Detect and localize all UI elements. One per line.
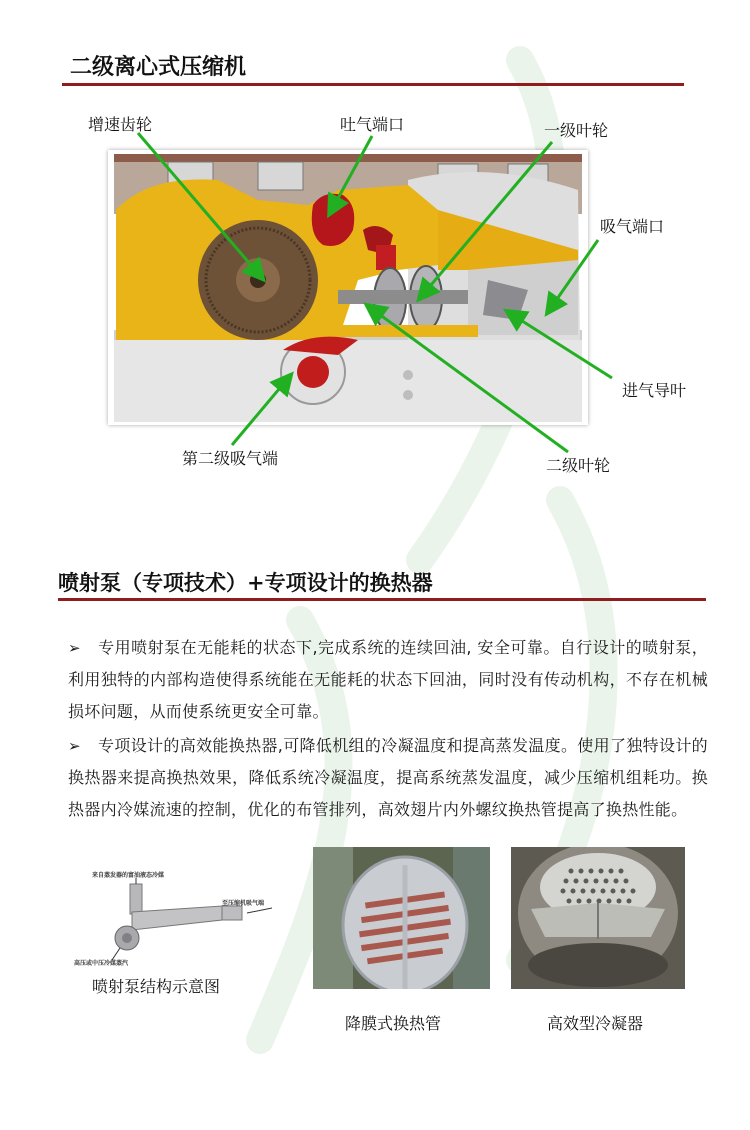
label-suction-port: 吸气端口 (600, 217, 665, 236)
label-impeller-1: 一级叶轮 (544, 121, 609, 140)
caption-ejector: 喷射泵结构示意图 (92, 977, 221, 996)
bullet-paragraph-2: ➢ 专项设计的高效能换热器,可降低机组的冷凝温度和提高蒸发温度。使用了独特设计的换热器来提高换热效果，降低系统冷凝温度，提高系统蒸发温度，减少压缩机组耗功。换热器内冷媒流速的控制，优化的布管排列，高效翅片内外螺纹换热管提高了换热性能。 (68, 730, 708, 826)
falling-film-photo (313, 847, 490, 989)
bullet-paragraph-1: ➢ 专用喷射泵在无能耗的状态下,完成系统的连续回油, 安全可靠。自行设计的喷射泵，利用独特的内部构造使得系统能在无能耗的状态下回油，同时没有传动机构，不存在机械损坏问题，从而使系统更安全可靠。 (68, 632, 708, 728)
title-underline-2 (58, 598, 706, 601)
label-inlet-guide-vane: 进气导叶 (622, 381, 687, 400)
label-impeller-2: 二级叶轮 (546, 456, 611, 475)
section-title-ejector: 喷射泵（专项技术）+专项设计的换热器 (58, 570, 433, 595)
bullet-arrow-icon: ➢ (68, 737, 81, 755)
diagram-label-right: 至压缩机吸气端 (222, 900, 265, 907)
leader-lines (0, 0, 750, 520)
caption-condenser: 高效型冷凝器 (547, 1014, 644, 1033)
label-discharge-port: 吐气端口 (340, 115, 405, 134)
diagram-label-top: 来自蒸发器的富油液态冷媒 (92, 872, 165, 879)
diagram-label-bottom: 高压或中压冷媒蒸汽 (74, 960, 129, 967)
label-gear: 增速齿轮 (88, 115, 153, 134)
label-second-stage-suction: 第二级吸气端 (182, 449, 279, 468)
caption-falling-film: 降膜式换热管 (345, 1014, 442, 1033)
section-title-compressor: 二级离心式压缩机 (70, 54, 247, 80)
bullet-arrow-icon: ➢ (68, 639, 81, 657)
condenser-photo (511, 847, 685, 989)
ejector-diagram (72, 868, 292, 968)
